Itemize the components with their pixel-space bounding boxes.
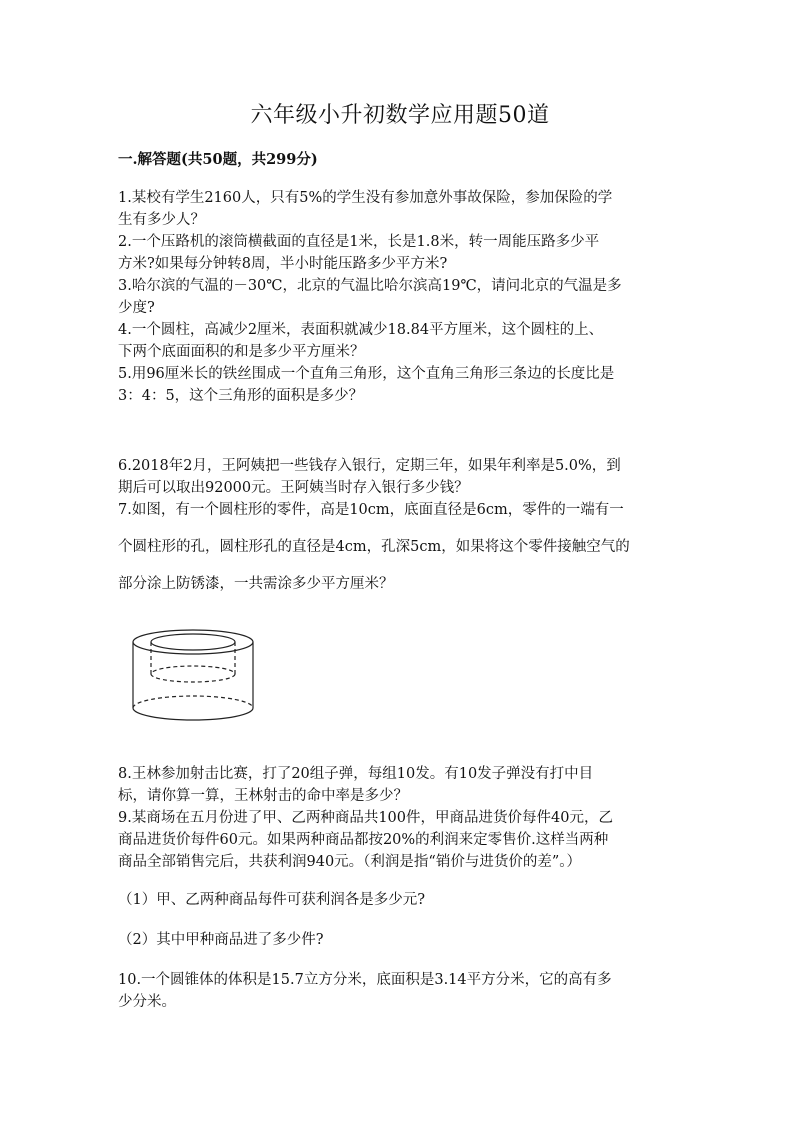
problem-line: 方米?如果每分钟转8周，半小时能压路多少平方米? [118, 256, 448, 272]
section-heading: 一.解答题(共50题，共299分) [118, 151, 318, 168]
problem-line: 3.哈尔滨的气温的－30℃，北京的气温比哈尔滨高19℃，请问北京的气温是多 [118, 278, 622, 294]
problem-line: 6.2018年2月，王阿姨把一些钱存入银行，定期三年，如果年利率是5.0%，到 [118, 458, 621, 474]
problem-line: （1）甲、乙两种商品每件可获利润各是多少元? [118, 892, 425, 908]
problem-line: 7.如图，有一个圆柱形的零件，高是10cm，底面直径是6cm，零件的一端有一 [118, 502, 624, 518]
problem-line: 1.某校有学生2160人，只有5%的学生没有参加意外事故保险，参加保险的学 [118, 190, 613, 206]
page-title: 六年级小升初数学应用题50道 [250, 103, 550, 128]
problem-line: 8.王林参加射击比赛，打了20组子弹，每组10发。有10发子弹没有打中目 [118, 766, 594, 782]
problem-line: 10.一个圆锥体的体积是15.7立方分米，底面积是3.14平方分米，它的高有多 [118, 972, 612, 988]
problem-line: 商品进货价每件60元。如果两种商品都按20%的利润来定零售价.这样当两种 [118, 832, 609, 848]
problem-line: 4.一个圆柱，高减少2厘米，表面积就减少18.84平方厘米，这个圆柱的上、 [118, 322, 604, 338]
problem-line: 3：4：5，这个三角形的面积是多少？ [118, 388, 364, 404]
cylinder-figure [128, 628, 258, 728]
problem-line: 生有多少人？ [118, 212, 205, 228]
problem-line: 标，请你算一算，王林射击的命中率是多少？ [118, 788, 408, 804]
problem-line: 少分米。 [118, 994, 176, 1010]
problem-line: 下两个底面面积的和是多少平方厘米？ [118, 344, 365, 360]
problem-line: （2）其中甲种商品进了多少件? [118, 932, 324, 948]
problem-line: 商品全部销售完后，共获利润940元。（利润是指“销价与进货价的差”。） [118, 854, 581, 870]
problem-line: 个圆柱形的孔，圆柱形孔的直径是4cm，孔深5cm，如果将这个零件接触空气的 [118, 539, 630, 555]
problem-line: 5.用96厘米长的铁丝围成一个直角三角形，这个直角三角形三条边的长度比是 [118, 366, 615, 382]
problem-line: 少度? [118, 300, 155, 316]
problem-line: 部分涂上防锈漆，一共需涂多少平方厘米？ [118, 576, 394, 592]
problem-line: 2.一个压路机的滚筒横截面的直径是1米，长是1.8米，转一周能压路多少平 [118, 234, 600, 250]
problem-line: 9.某商场在五月份进了甲、乙两种商品共100件，甲商品进货价每件40元，乙 [118, 810, 613, 826]
problem-line: 期后可以取出92000元。王阿姨当时存入银行多少钱？ [118, 480, 469, 496]
